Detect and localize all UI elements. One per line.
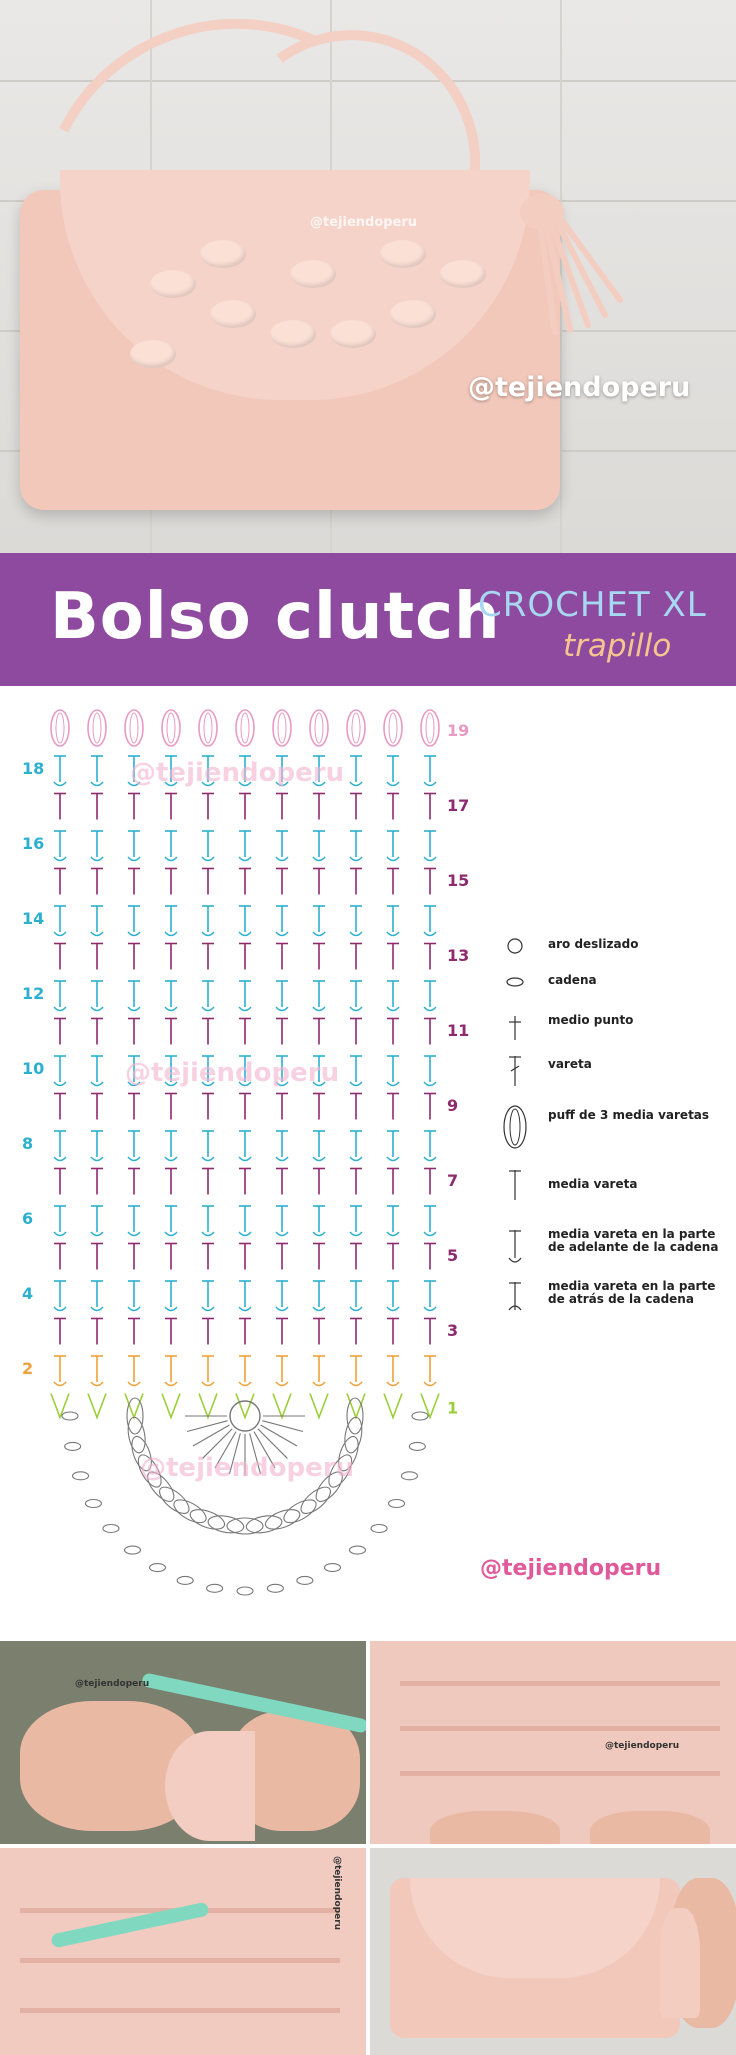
diagram-watermark: @tejiendoperu: [130, 758, 345, 788]
puff-stitch-symbol: [51, 710, 69, 746]
increase-symbol: [384, 1394, 402, 1418]
stitch-symbol: [387, 1307, 399, 1311]
stitch-symbol: [424, 857, 436, 861]
puff-stitch: [290, 260, 336, 288]
row-number-left: 16: [22, 834, 45, 853]
increase-symbol: [162, 1394, 180, 1418]
puff-stitch-symbol: [263, 1506, 302, 1533]
stitch-symbol: [54, 1082, 66, 1086]
stitch-symbol: [54, 1307, 66, 1311]
stitch-symbol: [128, 1232, 140, 1236]
step-photos: [0, 1641, 736, 2055]
puff-stitch-symbol: [88, 710, 106, 746]
puff-stitch-symbol: [204, 713, 212, 743]
puff-stitch-symbol: [167, 713, 175, 743]
stitch-symbol: [54, 1007, 66, 1011]
puff-stitch-symbol: [56, 713, 64, 743]
back-loop-icon: [500, 1280, 530, 1318]
row-number-right: 9: [447, 1096, 459, 1115]
chain-symbol: [325, 1564, 341, 1572]
row-number-left: 12: [22, 984, 45, 1003]
stitch-symbol: [165, 1232, 177, 1236]
stitch-symbol: [350, 857, 362, 861]
puff-stitch-symbol: [236, 710, 254, 746]
puff-stitch-symbol: [310, 710, 328, 746]
stitch-symbol: [424, 782, 436, 786]
stitch-symbol: [276, 857, 288, 861]
puff-stitch-symbol: [389, 713, 397, 743]
increase-symbol: [347, 1394, 365, 1418]
stitch-symbol: [165, 1007, 177, 1011]
chain-symbol: [389, 1500, 405, 1508]
increase-symbol: [273, 1394, 291, 1418]
chain-symbol: [65, 1442, 81, 1450]
chain-symbol: [409, 1442, 425, 1450]
chain-symbol: [207, 1584, 223, 1592]
puff-stitch-symbol: [384, 710, 402, 746]
chain-symbol: [150, 1564, 166, 1572]
double-crochet-icon: [500, 1054, 530, 1088]
hand-shape: [590, 1811, 710, 1844]
photo-watermark: @tejiendoperu: [310, 215, 418, 230]
puff-stitch: [130, 340, 176, 368]
puff-stitch-symbol: [278, 713, 286, 743]
row-number-left: 10: [22, 1059, 45, 1078]
puff-stitch-symbol: [426, 713, 434, 743]
puff-stitch-symbol: [297, 1483, 335, 1518]
oval-icon: [500, 974, 530, 994]
stitch-symbol: [313, 1157, 325, 1161]
stitch-symbol: [350, 1307, 362, 1311]
stitch-symbol: [239, 1007, 251, 1011]
row-number-right: 17: [447, 796, 470, 815]
legend-label: cadena: [548, 973, 597, 987]
front-loop-icon: [500, 1228, 530, 1266]
stitch-symbol: [350, 1007, 362, 1011]
stitch-symbol: [202, 932, 214, 936]
diagram-handle: @tejiendoperu: [480, 1556, 662, 1581]
crochet-piece: [165, 1731, 255, 1841]
stitch-symbol: [128, 1382, 140, 1386]
puff-stitch-symbol: [126, 1416, 148, 1454]
stitch-row: [20, 2008, 340, 2013]
puff-stitch-symbol: [130, 713, 138, 743]
stitch-symbol: [54, 1382, 66, 1386]
puff-stitch: [390, 300, 436, 328]
step-photo-4: [370, 1848, 736, 2055]
stitch-symbol: [54, 857, 66, 861]
chain-symbol: [349, 1546, 365, 1554]
puff-stitch-symbol: [315, 713, 323, 743]
photo-watermark: @tejiendoperu: [605, 1741, 680, 1751]
puff-stitch-symbol: [188, 1506, 227, 1533]
stitch-symbol: [54, 1157, 66, 1161]
row-number-left: 2: [22, 1359, 34, 1378]
stitch-symbol: [165, 1307, 177, 1311]
stitch-symbol: [350, 1232, 362, 1236]
cross-icon: [500, 1014, 530, 1044]
stitch-symbol: [202, 1157, 214, 1161]
stitch-symbol: [239, 1382, 251, 1386]
stitch-symbol: [387, 1082, 399, 1086]
stitch-symbol: [387, 932, 399, 936]
puff-stitch-symbol: [421, 710, 439, 746]
increase-symbol: [51, 1394, 69, 1418]
legend-label: media vareta: [548, 1177, 638, 1191]
puff-stitch: [150, 270, 196, 298]
half-double-icon: [500, 1168, 530, 1202]
stitch-symbol: [313, 932, 325, 936]
stitch-symbol: [276, 1307, 288, 1311]
stitch-symbol: [276, 1007, 288, 1011]
chain-symbol: [297, 1576, 313, 1584]
stitch-symbol: [128, 1157, 140, 1161]
stitch-symbol: [276, 1382, 288, 1386]
stitch-symbol: [165, 1382, 177, 1386]
puff-stitch-symbol: [342, 1416, 364, 1454]
increase-symbol: [310, 1394, 328, 1418]
puff-icon: [500, 1103, 530, 1151]
stitch-symbol: [239, 1232, 251, 1236]
stitch-symbol: [165, 932, 177, 936]
stitch-symbol: [54, 1232, 66, 1236]
stitch-symbol: [54, 932, 66, 936]
stitch-symbol: [128, 932, 140, 936]
stitch-symbol: [54, 782, 66, 786]
puff-stitch-symbol: [227, 1518, 263, 1534]
row-number-right: 7: [447, 1171, 459, 1190]
stitch-symbol: [91, 1082, 103, 1086]
hand-shape: [430, 1811, 560, 1844]
stitch-symbol: [239, 1307, 251, 1311]
stitch-symbol: [313, 1307, 325, 1311]
chain-symbol: [267, 1584, 283, 1592]
stitch-symbol: [91, 1007, 103, 1011]
stitch-symbol: [239, 857, 251, 861]
row-number-right: 5: [447, 1246, 459, 1265]
page-title: Bolso clutch: [50, 580, 501, 654]
legend-label: media vareta en la parte de adelante de la cadena: [548, 1227, 719, 1254]
stitch-symbol: [91, 1307, 103, 1311]
chain-symbol: [412, 1412, 428, 1420]
stitch-symbol: [202, 1307, 214, 1311]
puff-stitch-symbol: [199, 710, 217, 746]
circle-icon: [500, 938, 530, 958]
puff-stitch: [380, 240, 426, 268]
increase-symbol: [88, 1394, 106, 1418]
chain-symbol: [237, 1587, 253, 1595]
stitch-symbol: [91, 1157, 103, 1161]
stitch-symbol: [424, 1232, 436, 1236]
stitch-row: [400, 1726, 720, 1731]
puff-stitch-symbol: [347, 710, 365, 746]
chain-symbol: [401, 1472, 417, 1480]
legend-label: aro deslizado: [548, 937, 639, 951]
subtitle-material: trapillo: [563, 628, 672, 664]
puff-stitch-symbol: [241, 713, 249, 743]
puff-stitch-symbol: [125, 710, 143, 746]
stitch-symbol: [313, 857, 325, 861]
stitch-symbol: [387, 1007, 399, 1011]
stitch-symbol: [313, 1382, 325, 1386]
photo-watermark: @tejiendoperu: [332, 1855, 343, 1931]
chain-symbol: [62, 1412, 78, 1420]
legend-label: medio punto: [548, 1013, 634, 1027]
chain-symbol: [371, 1524, 387, 1532]
step-photo-3: [0, 1848, 366, 2055]
step-photo-2: [370, 1641, 736, 1844]
stitch-symbol: [387, 1382, 399, 1386]
stitch-symbol: [202, 1007, 214, 1011]
stitch-symbol: [276, 1232, 288, 1236]
puff-stitch: [330, 320, 376, 348]
puff-stitch-symbol: [155, 1483, 193, 1518]
row-number-left: 4: [22, 1284, 34, 1303]
stitch-symbol: [202, 1232, 214, 1236]
tassel: [520, 190, 630, 340]
stitch-symbol: [350, 1157, 362, 1161]
row-number-right: 19: [447, 721, 470, 740]
subtitle-technique: CROCHET XL: [478, 585, 707, 625]
stitch-symbol: [239, 1157, 251, 1161]
puff-stitch-symbol: [207, 1513, 245, 1535]
chain-symbol: [103, 1524, 119, 1532]
tassel: [660, 1908, 700, 2018]
row-number-left: 6: [22, 1209, 34, 1228]
stitch-symbol: [350, 932, 362, 936]
step-photo-1: [0, 1641, 366, 1844]
legend-label: media vareta en la parte de atrás de la cadena: [548, 1279, 716, 1306]
stitch-symbol: [202, 1382, 214, 1386]
stitch-symbol: [424, 1382, 436, 1386]
increase-symbol: [125, 1394, 143, 1418]
puff-stitch: [210, 300, 256, 328]
stitch-symbol: [387, 1232, 399, 1236]
stitch-symbol: [387, 857, 399, 861]
stitch-symbol: [91, 932, 103, 936]
row-number-right: 3: [447, 1321, 459, 1340]
stitch-symbol: [128, 857, 140, 861]
stitch-row: [20, 1958, 340, 1963]
stitch-symbol: [387, 1157, 399, 1161]
stitch-symbol: [350, 782, 362, 786]
chain-symbol: [125, 1546, 141, 1554]
row-number-right: 1: [447, 1398, 459, 1418]
row-number-right: 15: [447, 871, 470, 890]
photo-watermark: @tejiendoperu: [75, 1679, 150, 1689]
stitch-symbol: [313, 1232, 325, 1236]
legend-label: vareta: [548, 1057, 592, 1071]
stitch-symbol: [91, 1232, 103, 1236]
increase-symbol: [236, 1394, 254, 1418]
row-number-left: 8: [22, 1134, 34, 1153]
stitch-symbol: [350, 1082, 362, 1086]
puff-stitch-symbol: [162, 710, 180, 746]
stitch-symbol: [202, 857, 214, 861]
puff-stitch-symbol: [93, 713, 101, 743]
increase-symbol: [199, 1394, 217, 1418]
chain-symbol: [73, 1472, 89, 1480]
stitch-symbol: [424, 1307, 436, 1311]
stitch-symbol: [165, 1157, 177, 1161]
stitch-symbol: [276, 932, 288, 936]
row-number-right: 13: [447, 946, 470, 965]
stitch-symbol: [128, 1007, 140, 1011]
diagram-watermark: @tejiendoperu: [140, 1453, 355, 1483]
diagram-watermark: @tejiendoperu: [125, 1058, 340, 1088]
stitch-symbol: [424, 1082, 436, 1086]
stitch-symbol: [239, 932, 251, 936]
increase-symbol: [421, 1394, 439, 1418]
puff-stitch: [440, 260, 486, 288]
hero-photo: [0, 0, 736, 553]
stitch-symbol: [424, 1007, 436, 1011]
stitch-symbol: [387, 782, 399, 786]
row-number-right: 11: [447, 1021, 470, 1040]
photo-handle: @tejiendoperu: [468, 372, 691, 403]
stitch-symbol: [128, 1307, 140, 1311]
row-number-left: 18: [22, 759, 45, 778]
puff-stitch-symbol: [245, 1513, 283, 1535]
stitch-symbol: [424, 932, 436, 936]
puff-stitch: [270, 320, 316, 348]
puff-stitch-symbol: [352, 713, 360, 743]
stitch-symbol: [91, 782, 103, 786]
stitch-symbol: [313, 1007, 325, 1011]
puff-stitch-symbol: [273, 710, 291, 746]
row-number-left: 14: [22, 909, 45, 928]
legend-label: puff de 3 media varetas: [548, 1108, 710, 1122]
stitch-row: [400, 1771, 720, 1776]
legend: [500, 938, 730, 1318]
stitch-symbol: [350, 1382, 362, 1386]
stitch-symbol: [276, 1157, 288, 1161]
chain-symbol: [177, 1576, 193, 1584]
stitch-symbol: [91, 857, 103, 861]
puff-stitch: [200, 240, 246, 268]
stitch-symbol: [424, 1157, 436, 1161]
stitch-symbol: [165, 857, 177, 861]
stitch-row: [400, 1681, 720, 1686]
stitch-symbol: [91, 1382, 103, 1386]
chain-symbol: [85, 1500, 101, 1508]
